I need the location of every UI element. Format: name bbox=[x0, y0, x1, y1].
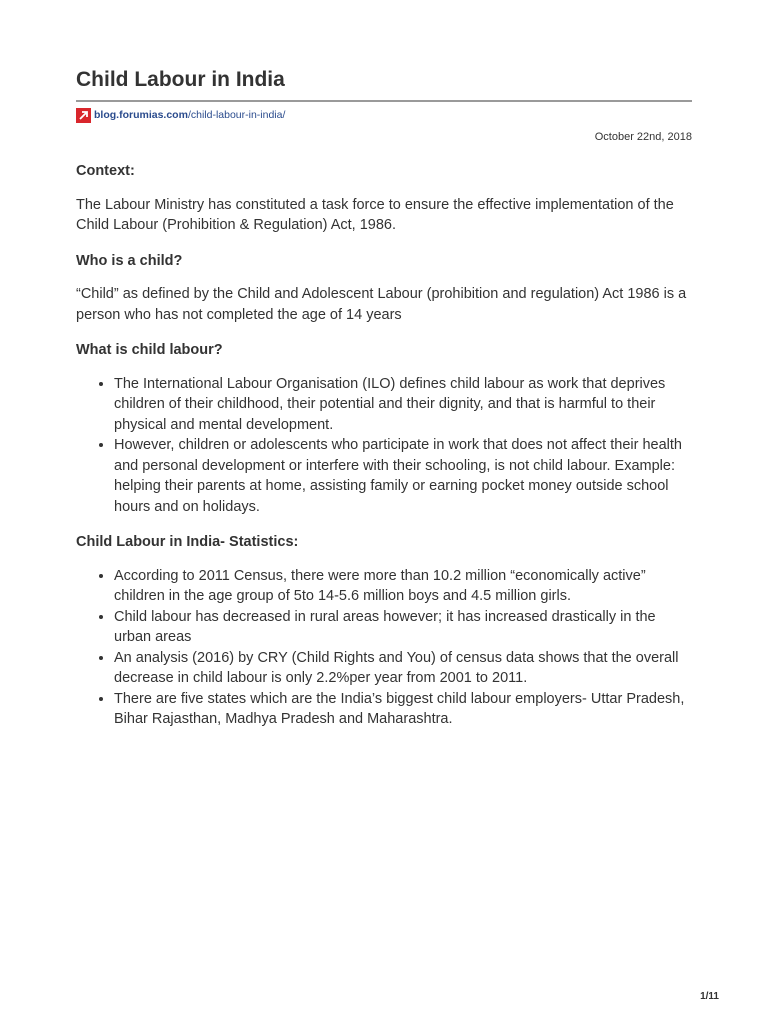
what-heading: What is child labour? bbox=[76, 342, 223, 358]
external-link-arrow-icon bbox=[76, 108, 91, 123]
publish-date: October 22nd, 2018 bbox=[594, 131, 692, 143]
list-item: • There are five states which are the India’s biggest child labour employers- Uttar Pradesh, Bihar Rajasthan, Madhya Pradesh and Maharashtra. bbox=[114, 689, 692, 730]
stats-list bbox=[76, 566, 692, 730]
list-item: • Child labour has decreased in rural areas however; it has increased drastically in the urban areas bbox=[114, 607, 692, 648]
list-item: • According to 2011 Census, there were more than 10.2 million “economically active” children in the age group of 5to 14-5.6 million boys and 4.5 million girls. bbox=[114, 566, 692, 607]
page-number: 1/11 bbox=[700, 991, 719, 1002]
context-heading: Context: bbox=[76, 163, 135, 179]
list-item: • An analysis (2016) by CRY (Child Rights and You) of census data shows that the overall decrease in child labour is only 2.2%per year from 2001 to 2011. bbox=[114, 648, 692, 689]
who-heading: Who is a child? bbox=[76, 252, 183, 269]
article-body bbox=[76, 161, 692, 745]
source-path: /child-labour-in-india/ bbox=[187, 109, 286, 121]
source-link[interactable] bbox=[76, 107, 285, 123]
title-divider bbox=[76, 100, 692, 102]
list-item: • The International Labour Organisation (ILO) defines child labour as work that deprives children of their childhood, their potential and their dignity, and that is harmful to their physical and mental development. bbox=[114, 374, 692, 436]
who-paragraph: “Child” as defined by the Child and Adolescent Labour (prohibition and regulation) Act 1986 is a person who has not completed the age of 14 years bbox=[76, 286, 687, 323]
list-item: • However, children or adolescents who participate in work that does not affect their health and personal development or interfere with their schooling, is not child labour. Example: helping their parents at home, assisting family or earning pocket money outside school hours and on holidays. bbox=[114, 435, 692, 517]
context-paragraph: The Labour Ministry has constituted a task force to ensure the effective implementation of the Child Labour (Prohibition & Regulation) Act, 1986. bbox=[76, 196, 674, 233]
what-list bbox=[76, 374, 692, 518]
page-title: Child Labour in India bbox=[76, 68, 285, 91]
source-domain: blog.forumias.com bbox=[94, 109, 188, 121]
stats-heading: Child Labour in India- Statistics: bbox=[76, 534, 299, 550]
